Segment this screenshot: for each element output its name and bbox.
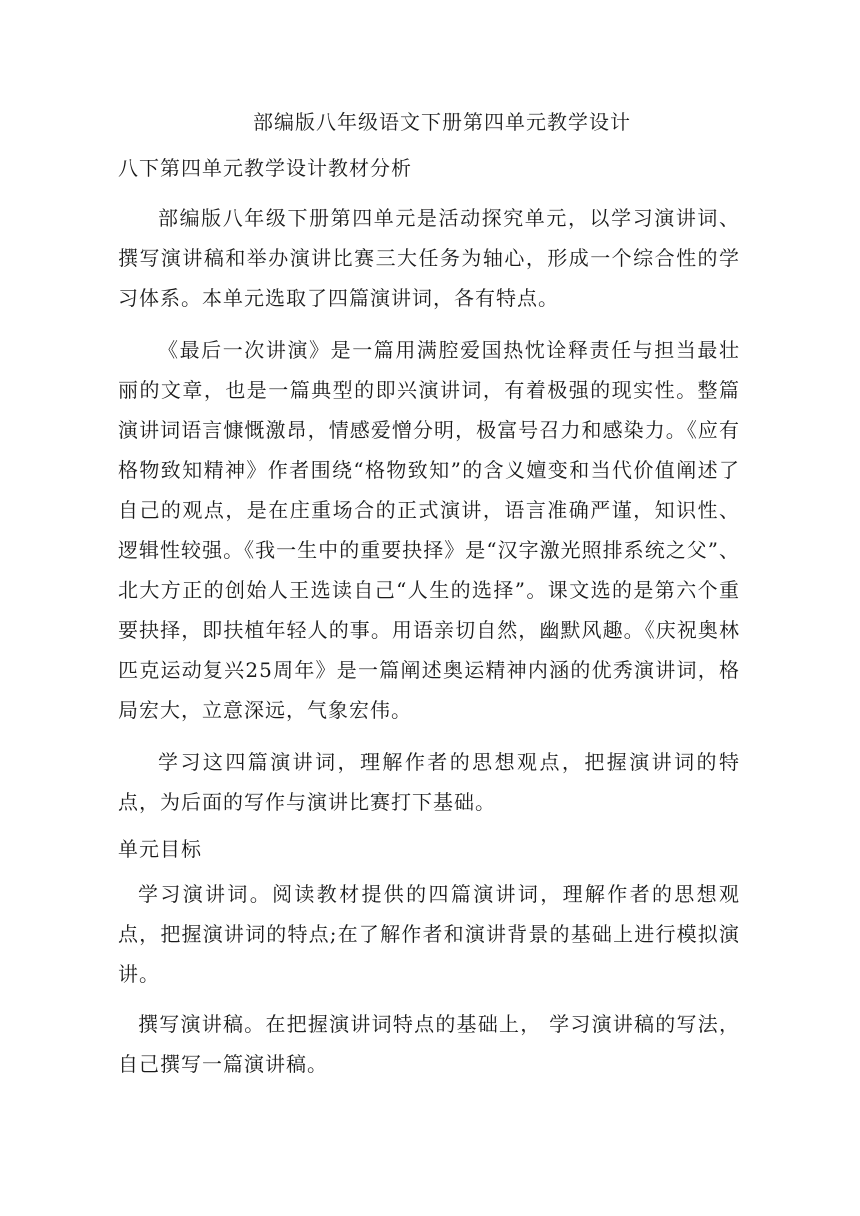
document-title: 部编版八年级语文下册第四单元教学设计 [253,110,631,134]
goal-item: 撰写演讲稿。在把握演讲词特点的基础上， 学习演讲稿的写法，自己撰写一篇演讲稿。 [118,1012,740,1076]
goal-item: 学习演讲词。阅读教材提供的四篇演讲词，理解作者的思想观点，把握演讲词的特点;在了解作者和演讲背景的基础上进行模拟演讲。 [118,882,740,986]
section-heading-analysis: 八下第四单元教学设计教材分析 [118,156,412,180]
paragraph-purpose: 学习这四篇演讲词，理解作者的思想观点，把握演讲词的特点，为后面的写作与演讲比赛打下基础。 [118,750,740,814]
section-heading-goals: 单元目标 [118,837,202,861]
paragraph-texts: 《最后一次讲演》是一篇用满腔爱国热忱诠释责任与担当最壮丽的文章，也是一篇典型的即兴演讲词，有着极强的现实性。整篇演讲词语言慷慨激昂，情感爱憎分明，极富号召力和感染力。《应有格物致知精神》作者围绕“格物致知”的含义嬗变和当代价值阐述了自己的观点，是在庄重场合的正式演讲，语言准确严谨，知识性、逻辑性较强。《我一生中的重要抉择》是“汉字激光照排系统之父”、北大方正的创始人王选读自己“人生的选择”。课文选的是第六个重要抉择，即扶植年轻人的事。用语亲切自然，幽默风趣。《庆祝奥林匹克运动复兴25周年》是一篇阐述奥运精神内涵的优秀演讲词，格局宏大，立意深远，气象宏伟。 [118,338,740,722]
document-page [118,108,740,1094]
paragraph-intro: 部编版八年级下册第四单元是活动探究单元，以学习演讲词、撰写演讲稿和举办演讲比赛三大任务为轴心，形成一个综合性的学习体系。本单元选取了四篇演讲词，各有特点。 [118,206,740,310]
